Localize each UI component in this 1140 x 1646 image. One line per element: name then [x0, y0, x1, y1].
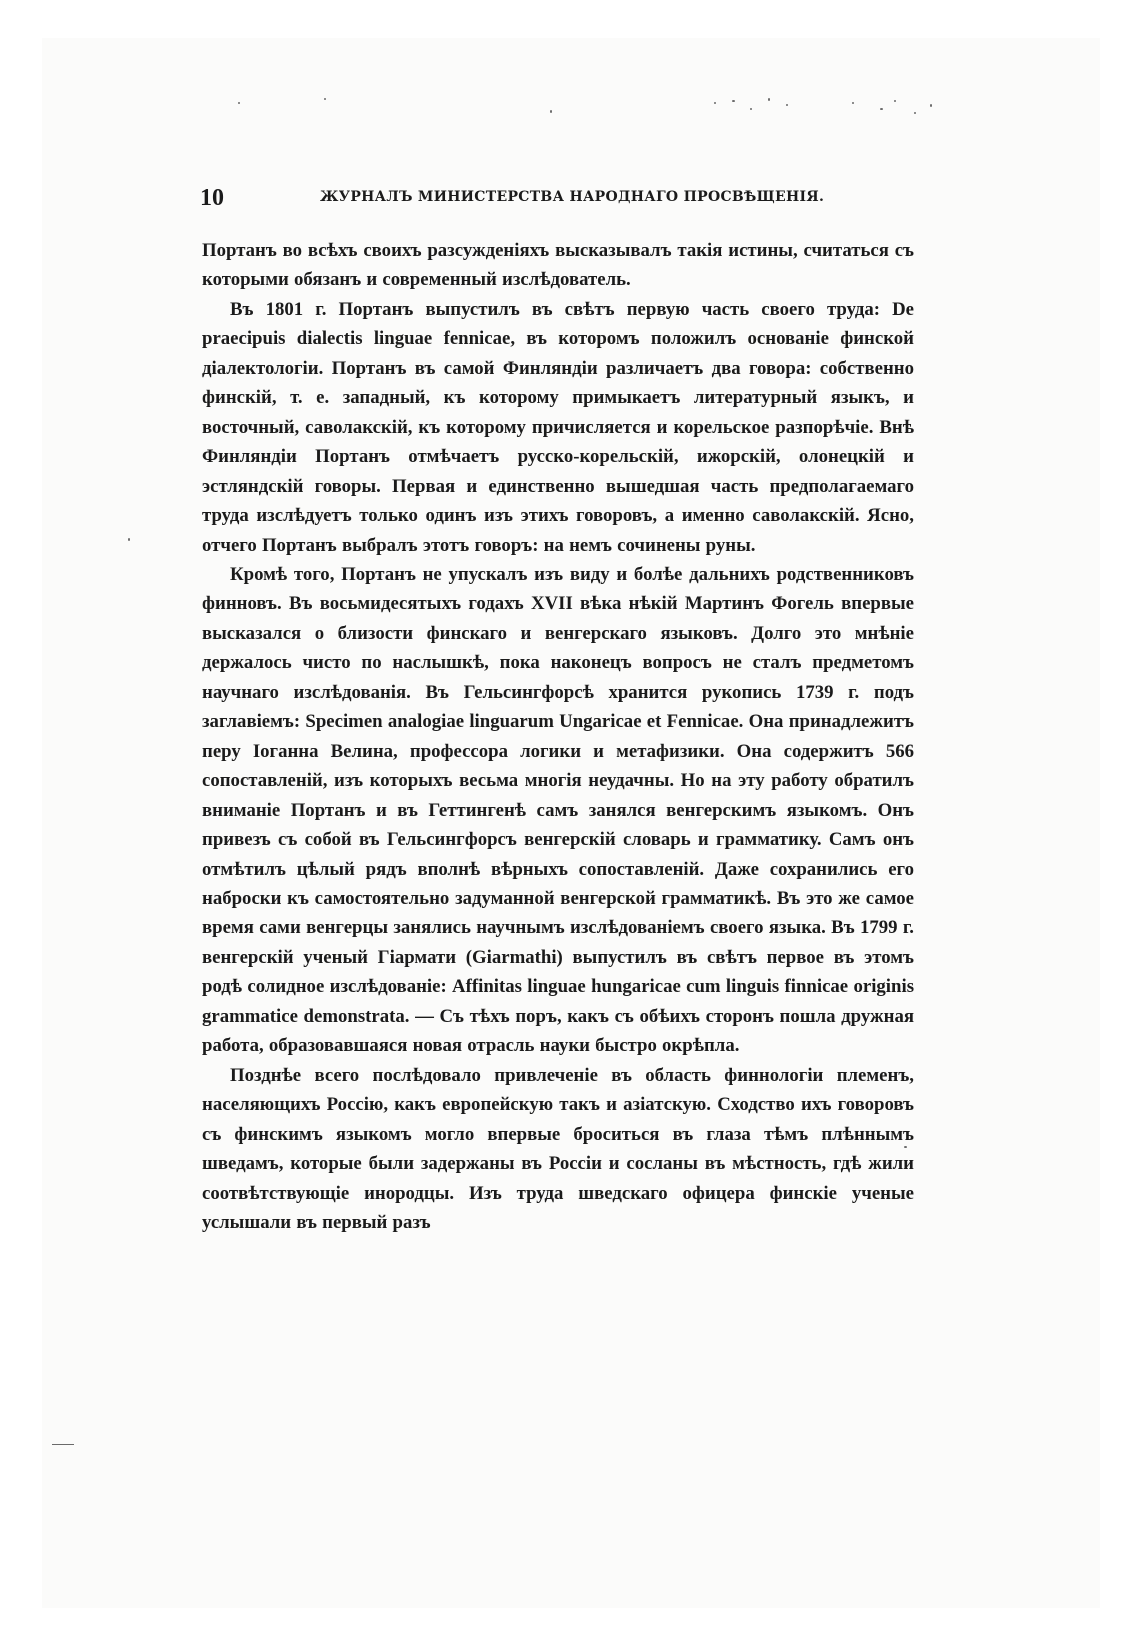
scan-speck — [238, 102, 240, 104]
paragraph: Позднѣе всего послѣдовало привлеченіе въ область финнологіи племенъ, населяющихъ Россію, какъ европейскую такъ и азіатскую. Сходство ихъ говоровъ съ финскимъ языкомъ могло впервые броситься въ глаза тѣмъ плѣннымъ шведамъ, которые были задержаны въ Россіи и сосланы въ мѣстность, гдѣ жили соотвѣтствующіе инородцы. Изъ труда шведскаго офицера финскіе ученые услышали въ первый разъ — [202, 1064, 914, 1233]
scan-speck — [714, 102, 716, 104]
scan-speck — [52, 1444, 74, 1445]
paragraph: Въ 1801 г. Портанъ выпустилъ въ свѣтъ первую часть своего труда: De praecipuis dialectis linguae fennicae, въ которомъ положилъ основаніе финской діалектологіи. Портанъ въ самой Финляндіи различаетъ два говора: собственно финскій, т. е. западный, къ которому примыкаетъ литературный языкъ, и восточный, саволакскій, къ которому причисляется и корельское разпорѣчіе. Внѣ Финляндіи Портанъ отмѣчаетъ русско-корельскій, ижорскій, олонецкій и эстляндскій говоры. Первая и единственно вышедшая часть предполагаемаго труда изслѣдуетъ только одинъ изъ этихъ говоровъ, а именно саволакскій. Ясно, отчего Портанъ выбралъ этотъ говоръ: на немъ сочинены руны. — [202, 298, 914, 556]
page-header — [200, 186, 960, 222]
scan-speck — [786, 104, 788, 106]
scan-speck — [880, 108, 883, 110]
scan-speck — [550, 110, 552, 113]
scan-speck — [894, 100, 896, 102]
paragraph: Кромѣ того, Портанъ не упускалъ изъ виду и болѣе дальнихъ родственниковъ финновъ. Въ восьмидесятыхъ годахъ XVII вѣка нѣкій Мартинъ Фогель впервые высказался о близости финскаго и венгерскаго языковъ. Долго это мнѣніе держалось чисто по наслышкѣ, пока наконецъ вопросъ не сталъ предметомъ научнаго изслѣдованія. Въ Гельсингфорсѣ хранится рукопись 1739 г. подъ заглавіемъ: Specimen analogiae linguarum Ungaricae et Fennicae. Она принадлежитъ перу Іоганна Велина, профессора логики и метафизики. Она содержитъ 566 сопоставленій, изъ которыхъ весьма многія неудачны. Но на эту работу обратилъ вниманіе Портанъ и въ Геттингенѣ самъ занялся венгерскимъ языкомъ. Онъ привезъ съ собой въ Гельсингфорсъ венгерскій словарь и грамматику. Самъ онъ отмѣтилъ цѣлый рядъ вполнѣ вѣрныхъ сопоставленій. Даже сохранились его наброски къ самостоятельно задуманной венгерской грамматикѣ. Въ это же самое время сами венгерцы занялись научнымъ изслѣдованіемъ своего языка. Въ 1799 г. венгерскій ученый Гіармати (Giarmathi) выпустилъ въ свѣтъ первое въ этомъ родѣ солидное изслѣдованіе: Affinitas linguae hungaricae cum linguis finnicae originis grammatice demonstrata. — Съ тѣхъ поръ, какъ съ обѣихъ сторонъ пошла дружная работа, образовавшаяся новая отрасль науки быстро окрѣпла. — [202, 563, 914, 1057]
scan-speck — [128, 538, 130, 541]
scan-speck — [930, 104, 932, 107]
scan-speck — [750, 108, 752, 110]
scan-speck — [914, 112, 916, 114]
body-text — [202, 236, 914, 1237]
paragraph: Портанъ во всѣхъ своихъ разсужденіяхъ высказывалъ такія истины, считаться съ которыми обязанъ и современный изслѣдователь. — [202, 240, 914, 291]
scan-speck — [852, 102, 854, 104]
scan-speck — [324, 98, 326, 100]
scan-speck — [768, 98, 770, 101]
running-head: ЖУРНАЛЪ МИНИСТЕРСТВА НАРОДНАГО ПРОСВѢЩЕНІЯ. — [320, 189, 825, 205]
page-number: 10 — [200, 185, 224, 211]
scan-speck — [732, 100, 735, 102]
